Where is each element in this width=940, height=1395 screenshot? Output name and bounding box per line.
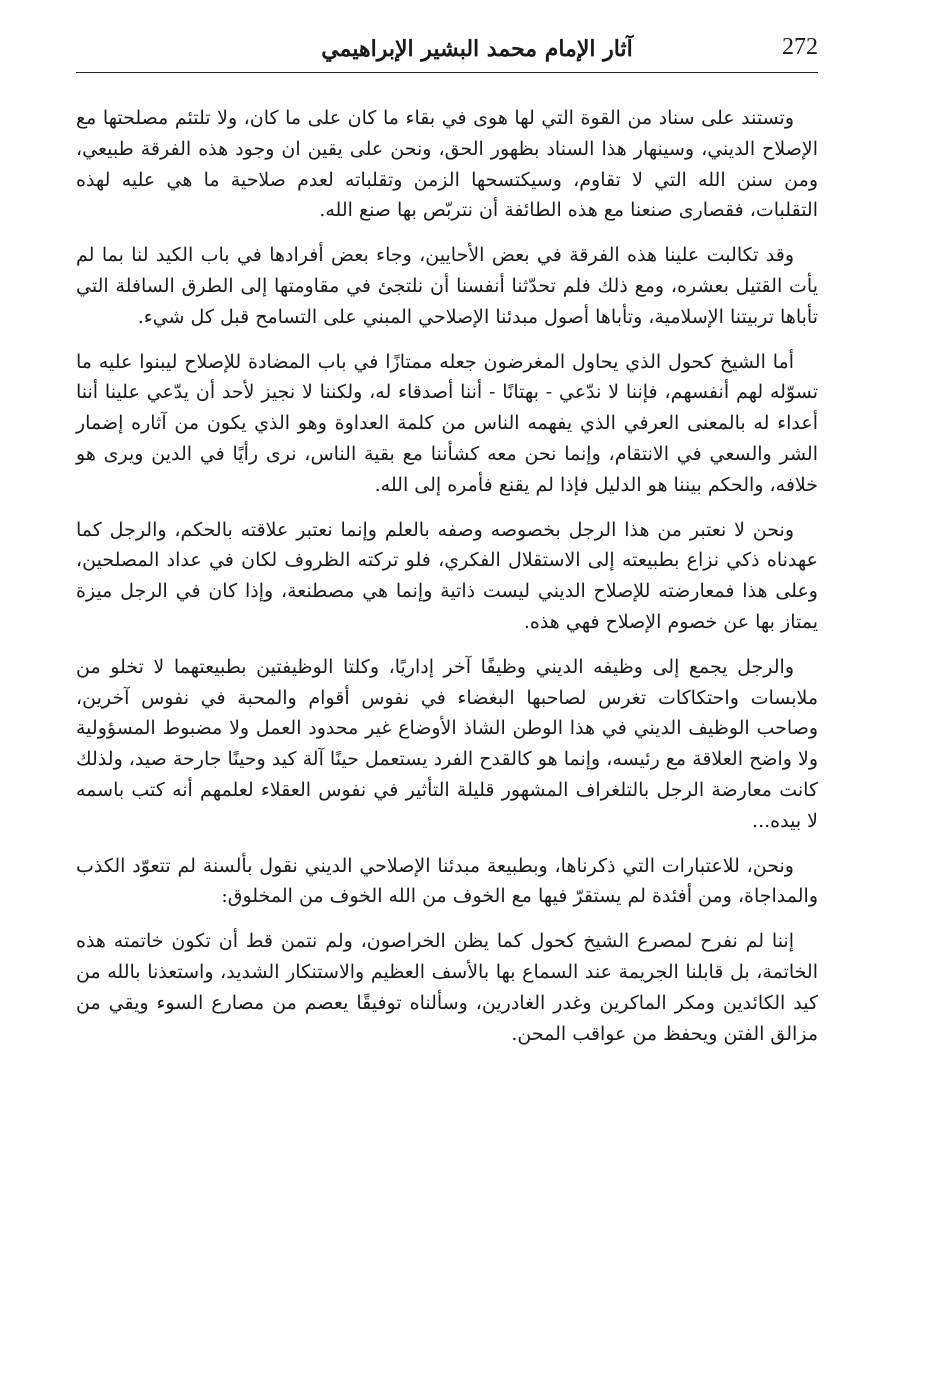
book-title: آثار الإمام محمد البشير الإبراهيمي	[321, 36, 633, 62]
running-header	[76, 28, 818, 73]
body-text	[76, 103, 818, 1049]
paragraph: ونحن، للاعتبارات التي ذكرناها، وبطبيعة مبدئنا الإصلاحي الديني نقول بألسنة لم تتعوّد الكذب والمداجاة، ومن أفئدة لم يستقرّ فيها مع الخوف من الله الخوف من المخلوق:	[76, 854, 818, 908]
paragraph: وتستند على سناد من القوة التي لها هوى في بقاء ما كان على ما كان، ولا تلتئم مصلحتها مع الإصلاح الديني، وسينهار هذا السناد بظهور الحق، ونحن على يقين ان وجود هذه الفرقة طبيعي، ومن سنن الله التي لا تقاوم، وسيكتسحها الزمن وتقلباته لعدم صلاحية ما هي عليه لهذه التقلبات، فقصارى صنعنا مع هذه الطائفة أن نتربّص بها صنع الله.	[76, 107, 818, 222]
paragraph: إننا لم نفرح لمصرع الشيخ كحول كما يظن الخراصون، ولم نتمن قط أن تكون خاتمته هذه الخاتمة، بل قابلنا الجريمة عند السماع بها بالأسف العظيم والاستنكار الشديد، واستعذنا بالله من كيد الكائدين ومكر الماكرين وغدر الغادرين، وسألناه توفيقًا يعصم من مصارع السوء ويقي من مزالق الفتن ويحفظ من عواقب المحن.	[76, 930, 818, 1045]
page-number: 272	[782, 34, 818, 60]
paragraph: أما الشيخ كحول الذي يحاول المغرضون جعله ممتازًا في باب المضادة للإصلاح ليبنوا عليه ما تسوّله لهم أنفسهم، فإننا لا ندّعي - بهتانًا - أننا أصدقاء له، ولكننا لا نجيز لأحد أن يدّعي علينا أننا أعداء له بالمعنى العرفي الذي يفهمه الناس من كلمة العداوة وهو الذي يكون من آثاره إضمار الشر والسعي في الانتقام، وإنما نحن معه كشأننا مع بقية الناس، نرى رأيًا في الدين ويرى هو خلافه، والحكم بيننا هو الدليل فإذا لم يقنع فأمره إلى الله.	[76, 350, 818, 496]
paragraph: ونحن لا نعتبر من هذا الرجل بخصوصه وصفه بالعلم وإنما نعتبر علاقته بالحكم، والرجل كما عهدناه ذكي نزاع بطبيعته إلى الاستقلال الفكري، فلو تركته الظروف لكان في عداد المصلحين، وعلى هذا فمعارضته للإصلاح الديني ليست ذاتية وإنما هي مصطنعة، وإذا كان في الرجل ميزة يمتاز بها عن خصوم الإصلاح فهي هذه.	[76, 518, 818, 633]
paragraph: والرجل يجمع إلى وظيفه الديني وظيفًا آخر إداريًا، وكلتا الوظيفتين بطبيعتهما لا تخلو من ملابسات واحتكاكات تغرس لصاحبها البغضاء في نفوس أقوام والمحبة في نفوس آخرين، وصاحب الوظيف الديني في هذا الوطن الشاذ الأوضاع غير محدود العمل ولا مضبوط المسؤولية ولا واضح العلاقة مع رئيسه، وإنما هو كالقدح الفرد يستعمل حينًا آلة كيد وحينًا جارحة صيد، ولذلك كانت معارضة الرجل بالتلغراف المشهور قليلة التأثير في نفوس العقلاء لعلمهم أنه كتب باسمه لا بيده...	[76, 655, 819, 832]
paragraph: وقد تكالبت علينا هذه الفرقة في بعض الأحايين، وجاء بعض أفرادها في باب الكيد لنا بما لم يأت القتيل بعشره، ومع ذلك فلم تحدّثنا أنفسنا أن نلتجئ في مقاومتها إلى الطرق السافلة التي تأباها تربيتنا الإسلامية، وتأباها أصول مبدئنا الإصلاحي المبني على التسامح قبل كل شيء.	[76, 244, 818, 328]
page	[76, 28, 818, 1063]
